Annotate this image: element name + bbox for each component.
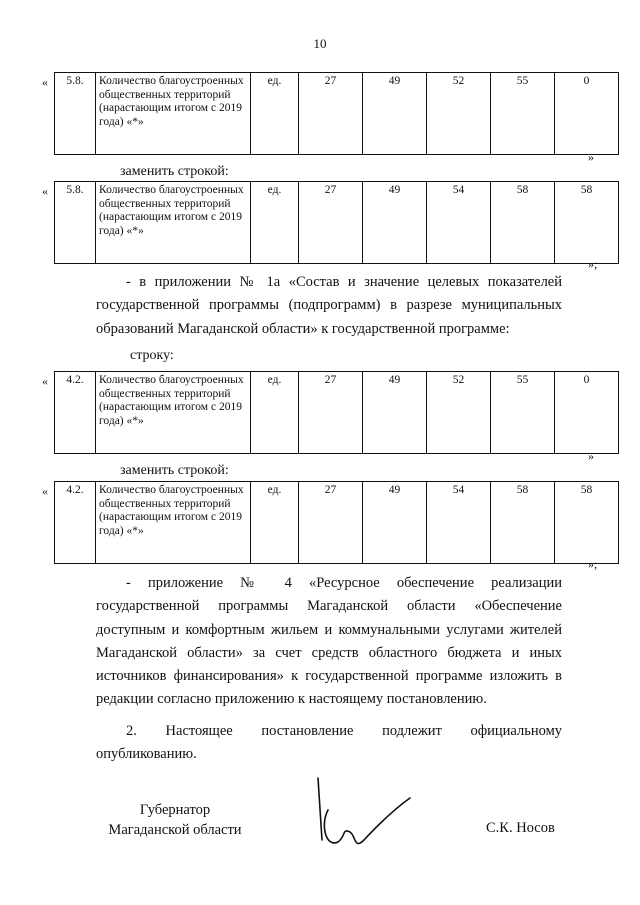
row-number: 5.8. xyxy=(55,182,96,264)
paragraph-appendix-1a: - в приложении № 1а «Состав и значение целевых показателей государственной программы (подпрограмм) в разрезе муниципальных образований Магаданской области» к государственной программе: xyxy=(96,274,562,337)
value-cell: 55 xyxy=(491,372,555,454)
value-cell: 27 xyxy=(299,73,363,155)
value-cell: 58 xyxy=(555,482,619,564)
row-number: 4.2. xyxy=(55,482,96,564)
unit-cell: ед. xyxy=(251,482,299,564)
replace-with-row-label: заменить строкой: xyxy=(120,164,229,179)
value-cell: 27 xyxy=(299,482,363,564)
value-cell: 58 xyxy=(555,182,619,264)
indicator-name: Количество благоустроенных общественных территорий (нарастающим итогом с 2019 года) «*» xyxy=(96,482,251,564)
value-cell: 27 xyxy=(299,182,363,264)
table-row xyxy=(55,372,619,454)
opening-quote: « xyxy=(42,184,48,198)
opening-quote: « xyxy=(42,374,48,388)
value-cell: 49 xyxy=(363,182,427,264)
unit-cell: ед. xyxy=(251,372,299,454)
row-number: 5.8. xyxy=(55,73,96,155)
row-label: строку: xyxy=(130,348,174,363)
signatory-name: С.К. Носов xyxy=(486,820,555,836)
table-row xyxy=(55,182,619,264)
indicator-name: Количество благоустроенных общественных территорий (нарастающим итогом с 2019 года) «*» xyxy=(96,372,251,454)
value-cell: 58 xyxy=(491,482,555,564)
value-cell: 52 xyxy=(427,73,491,155)
value-cell: 49 xyxy=(363,73,427,155)
closing-quote: »; xyxy=(588,557,598,571)
table-row xyxy=(55,482,619,564)
value-cell: 52 xyxy=(427,372,491,454)
signatory-title-line2: Магаданской области xyxy=(108,822,242,838)
page-number: 10 xyxy=(313,36,327,51)
value-cell: 0 xyxy=(555,73,619,155)
value-cell: 54 xyxy=(427,182,491,264)
value-cell: 55 xyxy=(491,73,555,155)
value-cell: 0 xyxy=(555,372,619,454)
handwritten-signature xyxy=(298,770,418,870)
indicator-name: Количество благоустроенных общественных территорий (нарастающим итогом с 2019 года) «*» xyxy=(96,182,251,264)
table-row xyxy=(55,73,619,155)
closing-quote: » xyxy=(588,449,594,463)
signatory-title-line1: Губернатор xyxy=(139,802,211,818)
closing-quote: » xyxy=(588,150,594,164)
replace-with-row-label: заменить строкой: xyxy=(120,463,229,478)
paragraph-publication: 2. Настоящее постановление подлежит официальному опубликованию. xyxy=(96,723,562,763)
paragraph-appendix-4: - приложение № 4 «Ресурсное обеспечение реализации государственной программы Магаданской области «Обеспечение доступным и комфортным жильем и коммунальными услугами жителей Магаданской области» за счет средств областного бюджета и иных источников финансирования» к государственной программе изложить в редакции согласно приложению к настоящему постановлению. xyxy=(96,575,562,708)
value-cell: 54 xyxy=(427,482,491,564)
opening-quote: « xyxy=(42,75,48,89)
unit-cell: ед. xyxy=(251,73,299,155)
opening-quote: « xyxy=(42,484,48,498)
value-cell: 49 xyxy=(363,372,427,454)
unit-cell: ед. xyxy=(251,182,299,264)
row-number: 4.2. xyxy=(55,372,96,454)
value-cell: 27 xyxy=(299,372,363,454)
value-cell: 49 xyxy=(363,482,427,564)
value-cell: 58 xyxy=(491,182,555,264)
indicator-name: Количество благоустроенных общественных территорий (нарастающим итогом с 2019 года) «*» xyxy=(96,73,251,155)
signatory-title xyxy=(100,800,250,840)
closing-quote: »; xyxy=(588,257,598,271)
